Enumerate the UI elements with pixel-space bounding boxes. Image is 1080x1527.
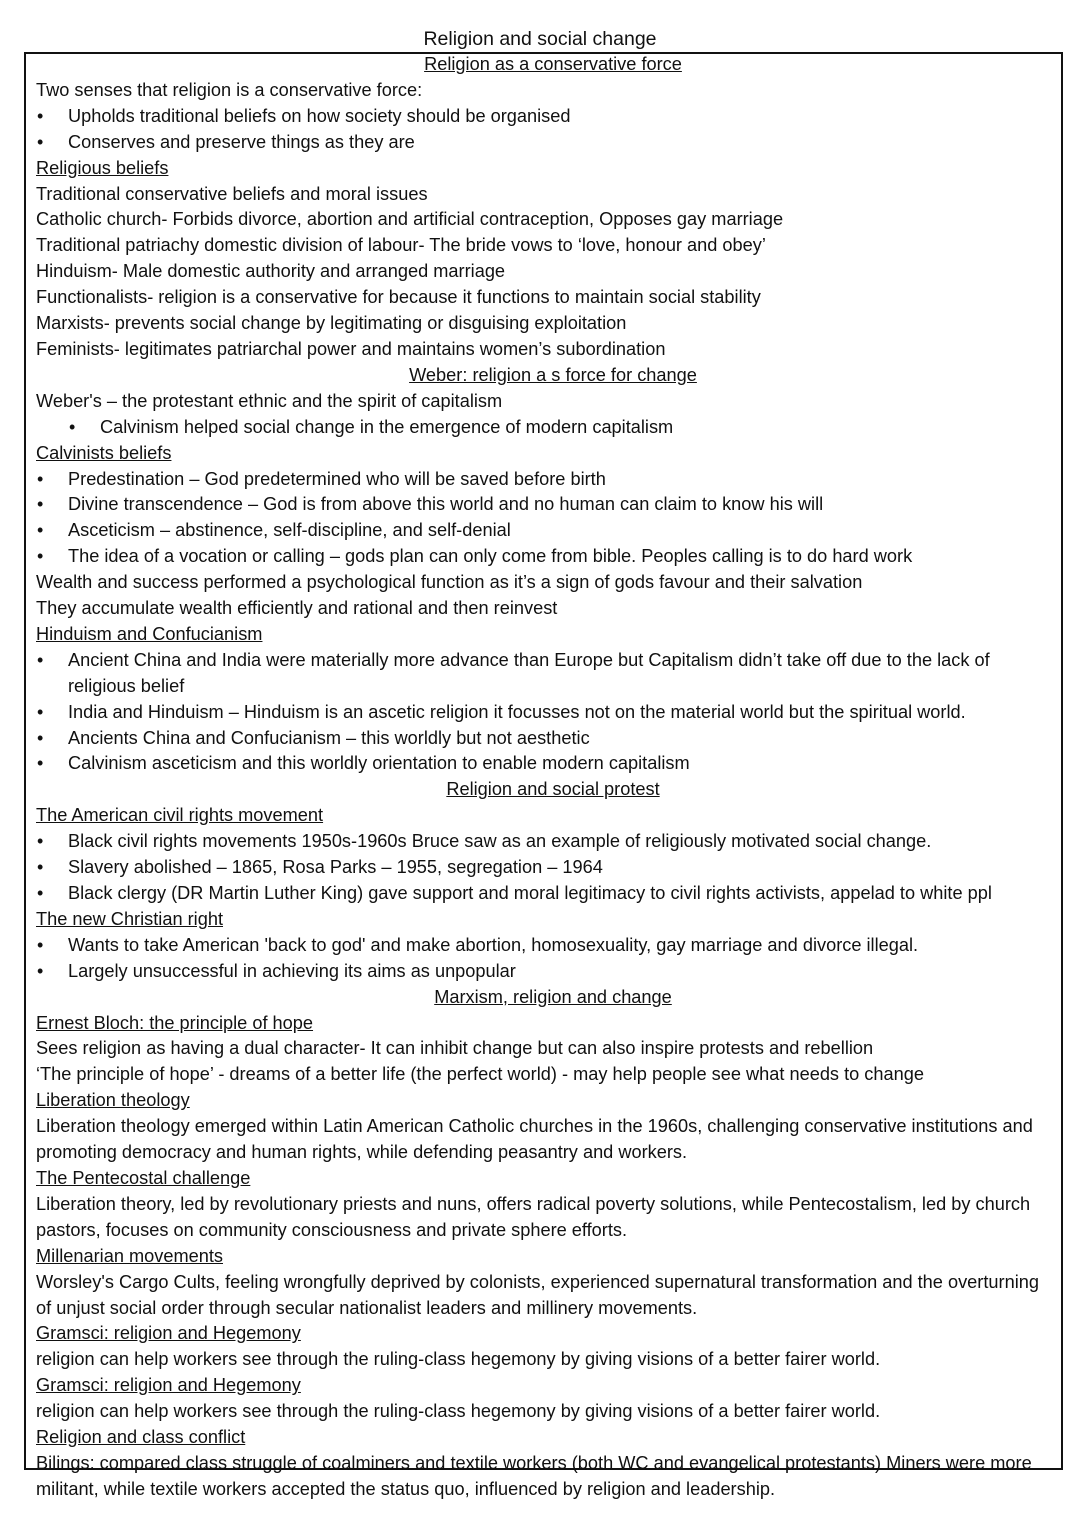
text-line: Feminists- legitimates patriarchal power and maintains women’s subordination xyxy=(36,338,666,359)
subheading: The new Christian right xyxy=(36,908,224,929)
text-line: Marxists- prevents social change by legitimating or disguising exploitation xyxy=(36,313,627,334)
bullet-item: • Calvinism helped social change in the emergence of modern capitalism xyxy=(68,415,1060,441)
text-line: Hinduism- Male domestic authority and arranged marriage xyxy=(36,261,506,282)
text-line: Functionalists- religion is a conservative for because it functions to maintain social stability xyxy=(36,287,761,308)
subheading: Gramsci: religion and Hegemony xyxy=(36,1375,301,1396)
section-heading: Religion and social protest xyxy=(446,779,660,800)
paragraph: Worsley's Cargo Cults, feeling wrongfully deprived by colonists, experienced supernatural transformation and the overturning of unjust social order through secular nationalist leaders and millinery movements. xyxy=(36,1271,1039,1318)
subheading: Religion and class conflict xyxy=(36,1427,246,1448)
text-line: Weber's – the protestant ethnic and the spirit of capitalism xyxy=(36,390,503,411)
paragraph: Liberation theology emerged within Latin American Catholic churches in the 1960s, challenging conservative institutions and promoting democracy and human rights, while defending peasantry and workers. xyxy=(36,1116,1033,1163)
text-line: They accumulate wealth efficiently and rational and then reinvest xyxy=(36,598,558,619)
subheading: Liberation theology xyxy=(36,1090,190,1111)
subheading: The Pentecostal challenge xyxy=(36,1167,251,1188)
bullet-item: • Calvinism asceticism and this worldly orientation to enable modern capitalism xyxy=(36,751,1060,777)
bullet-item: • Wants to take American 'back to god' and make abortion, homosexuality, gay marriage and divorce illegal. xyxy=(36,933,1060,959)
section-heading: Marxism, religion and change xyxy=(434,986,672,1007)
bullet-item: • Predestination – God predetermined who will be saved before birth xyxy=(36,467,1060,493)
text-line: religion can help workers see through the ruling-class hegemony by giving visions of a better fairer world. xyxy=(36,1349,881,1370)
text-line: ‘The principle of hope’ - dreams of a better life (the perfect world) - may help people see what needs to change xyxy=(36,1064,924,1085)
notes-body xyxy=(36,52,1060,1503)
text-line: Catholic church- Forbids divorce, abortion and artificial contraception, Opposes gay marriage xyxy=(36,209,784,230)
text-line: Wealth and success performed a psychological function as it’s a sign of gods favour and their salvation xyxy=(36,572,863,593)
bullet-item: • Slavery abolished – 1865, Rosa Parks – 1955, segregation – 1964 xyxy=(36,855,1060,881)
bullet-item: • Ancient China and India were materially more advance than Europe but Capitalism didn’t take off due to the lack of religious belief xyxy=(36,648,1060,700)
bullet-item: • Upholds traditional beliefs on how society should be organised xyxy=(36,104,1060,130)
subheading: Gramsci: religion and Hegemony xyxy=(36,1323,301,1344)
text-line: religion can help workers see through the ruling-class hegemony by giving visions of a better fairer world. xyxy=(36,1401,881,1422)
paragraph: Liberation theory, led by revolutionary priests and nuns, offers radical poverty solutions, while Pentecostalism, led by church pastors, focuses on community consciousness and private sphere efforts. xyxy=(36,1193,1031,1240)
bullet-item: • Divine transcendence – God is from above this world and no human can claim to know his will xyxy=(36,492,1060,518)
bullet-item: • Ancients China and Confucianism – this worldly but not aesthetic xyxy=(36,726,1060,752)
subheading: Hinduism and Confucianism xyxy=(36,623,263,644)
section-heading: Weber: religion a s force for change xyxy=(409,364,697,385)
text-line: Sees religion as having a dual character- It can inhibit change but can also inspire protests and rebellion xyxy=(36,1038,874,1059)
bullet-item: • Largely unsuccessful in achieving its aims as unpopular xyxy=(36,959,1060,985)
bullet-item: • Asceticism – abstinence, self-discipline, and self-denial xyxy=(36,518,1060,544)
paragraph: Bilings: compared class struggle of coalminers and textile workers (both WC and evangelical protestants) Miners were more militant, while textile workers accepted the status quo, influenced by religion and leadership. xyxy=(36,1452,1032,1499)
bullet-item: • Black civil rights movements 1950s-1960s Bruce saw as an example of religiously motivated social change. xyxy=(36,829,1060,855)
bullet-item: • Conserves and preserve things as they are xyxy=(36,130,1060,156)
text-line: Traditional conservative beliefs and moral issues xyxy=(36,183,428,204)
text-line: Two senses that religion is a conservative force: xyxy=(36,79,423,100)
subheading: Calvinists beliefs xyxy=(36,442,172,463)
text-line: Traditional patriachy domestic division of labour- The bride vows to ‘love, honour and obey’ xyxy=(36,235,766,256)
subheading: Religious beliefs xyxy=(36,157,169,178)
section-heading: Religion as a conservative force xyxy=(424,54,682,74)
page-title: Religion and social change xyxy=(423,28,657,50)
bullet-item: • The idea of a vocation or calling – gods plan can only come from bible. Peoples calling is to do hard work xyxy=(36,544,1060,570)
bullet-item: • India and Hinduism – Hinduism is an ascetic religion it focusses not on the material world but the spiritual world. xyxy=(36,700,1060,726)
subheading: Millenarian movements xyxy=(36,1245,223,1266)
bullet-item: • Black clergy (DR Martin Luther King) gave support and moral legitimacy to civil rights activists, appelad to white ppl xyxy=(36,881,1060,907)
subheading: The American civil rights movement xyxy=(36,805,324,826)
subheading: Ernest Bloch: the principle of hope xyxy=(36,1012,314,1033)
